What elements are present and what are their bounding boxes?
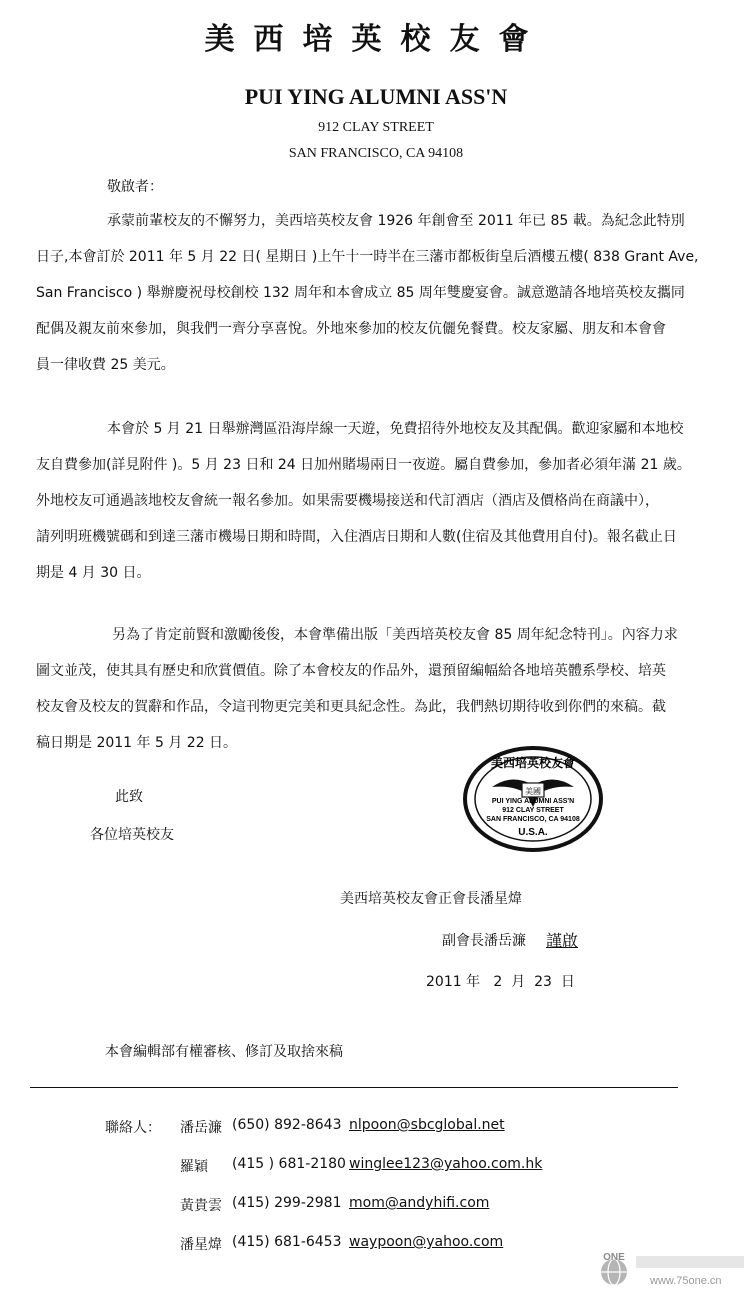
site-watermark	[594, 1250, 750, 1290]
contact-name: 潘星煒	[180, 1237, 222, 1253]
contact-phone: (415 ) 681-2180	[232, 1156, 346, 1172]
contact-name: 潘岳濂	[180, 1120, 222, 1136]
paragraph-line: 外地校友可通過該地校友會統一報名參加。如果需要機場接送和代訂酒店（酒店及價格尚在商議中），	[36, 493, 659, 509]
address-city: SAN FRANCISCO, CA 94108	[288, 146, 464, 161]
contact-email[interactable]: nlpoon@sbcglobal.net	[349, 1117, 505, 1133]
contact-name: 黃貴雲	[180, 1198, 222, 1214]
divider	[30, 1087, 678, 1088]
contact-phone: (415) 681-6453	[232, 1234, 342, 1250]
association-stamp	[462, 745, 604, 853]
signature-respect: 謹啟	[546, 931, 579, 950]
paragraph-line: 員一律收費 25 美元。	[36, 357, 175, 373]
paragraph-line: 承蒙前輩校友的不懈努力，美西培英校友會 1926 年創會至 2011 年已 85 載。為紀念此特別	[107, 213, 685, 229]
paragraph-line: 另為了肯定前賢和激勵後俊，本會準備出版「美西培英校友會 85 周年紀念特刊」。內容力求	[112, 627, 678, 643]
stamp-ring-text: PUI YING ALUMNI ASS'N	[491, 798, 575, 805]
paragraph-line: 友自費參加(詳見附件 )。5 月 23 日和 24 日加州賭場兩日一夜遊。屬自費參加，參加者必須年滿 21 歲。	[36, 457, 691, 473]
watermark-logo: ONE	[603, 1252, 625, 1263]
stamp-top-text: 美西培英校友會	[490, 756, 576, 770]
paragraph-1	[36, 203, 722, 383]
paragraph-line: 校友會及校友的賀辭和作品，令這刊物更完美和更具紀念性。為此，我們熱切期待收到你們的來稿。截	[36, 699, 666, 715]
title-chinese: 美西培英校友會	[204, 22, 548, 57]
paragraph-line: San Francisco ) 舉辦慶祝母校創校 132 周年和本會成立 85 周年雙慶宴會。誠意邀請各地培英校友攜同	[36, 285, 685, 301]
editorial-note: 本會編輯部有權審核、修訂及取捨來稿	[105, 1044, 343, 1060]
closing: 此致	[115, 789, 143, 805]
address-street: 912 CLAY STREET	[318, 120, 434, 135]
salutation: 敬啟者：	[107, 179, 163, 195]
paragraph-line: 圖文並茂，使其具有歷史和欣賞價值。除了本會校友的作品外，還預留編幅給各地培英體系學校、培英	[36, 663, 666, 679]
stamp-badge: 美國	[525, 787, 541, 796]
paragraph-3	[36, 617, 722, 761]
stamp-country: U.S.A.	[518, 827, 548, 838]
title-english: PUI YING ALUMNI ASS'N	[244, 84, 508, 109]
contact-email[interactable]: waypoon@yahoo.com	[349, 1234, 504, 1250]
contact-name: 羅穎	[180, 1159, 208, 1175]
paragraph-line: 請列明班機號碼和到達三藩市機場日期和時間，入住酒店日期和人數(住宿及其他費用自付)。報名截止日	[36, 529, 677, 545]
paragraph-line: 本會於 5 月 21 日舉辦灣區沿海岸線一天遊，免費招待外地校友及其配偶。歡迎家屬和本地校	[107, 421, 684, 437]
signature-president: 美西培英校友會正會長潘星煒	[340, 891, 522, 907]
stamp-street: 912 CLAY STREET	[502, 807, 564, 814]
paragraph-line: 日子,本會訂於 2011 年 5 月 22 日( 星期日 )上午十一時半在三藩市都板街皇后酒樓五樓( 838 Grant Ave,	[36, 249, 699, 265]
contacts-label: 聯絡人：	[105, 1120, 161, 1136]
contact-email[interactable]: mom@andyhifi.com	[349, 1195, 490, 1211]
signature-vice: 副會長潘岳濂	[442, 933, 526, 949]
recipients: 各位培英校友	[90, 827, 174, 843]
stamp-city: SAN FRANCISCO, CA 94108	[486, 816, 580, 823]
watermark-url: www.75one.cn	[650, 1275, 722, 1287]
paragraph-line: 配偶及親友前來參加，與我們一齊分享喜悅。外地來參加的校友伉儷免餐費。校友家屬、朋友和本會會	[36, 321, 666, 337]
paragraph-2	[36, 411, 722, 591]
letter-date: 2011 年 2 月 23 日	[426, 974, 575, 990]
paragraph-line: 期是 4 月 30 日。	[36, 565, 151, 581]
contact-phone: (415) 299-2981	[232, 1195, 342, 1211]
contact-email[interactable]: winglee123@yahoo.com.hk	[349, 1156, 543, 1172]
paragraph-line: 稿日期是 2011 年 5 月 22 日。	[36, 735, 238, 751]
contact-phone: (650) 892-8643	[232, 1117, 342, 1133]
